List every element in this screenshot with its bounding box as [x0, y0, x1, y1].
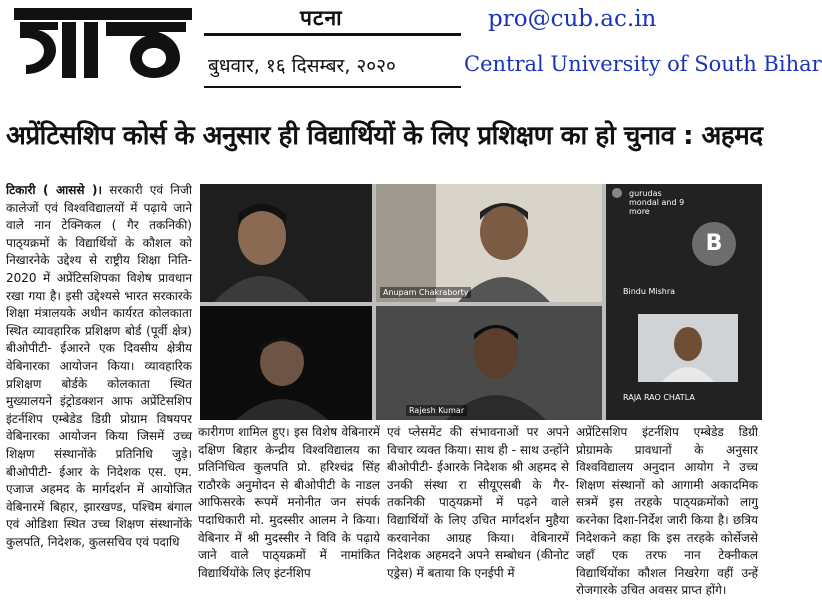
masthead-rule-lower	[204, 86, 461, 88]
article-column-1	[6, 182, 192, 602]
participant-avatar: B	[692, 222, 736, 266]
participants-panel	[606, 184, 762, 420]
edition-date: बुधवार, १६ दिसम्बर, २०२०	[208, 55, 396, 77]
participant-name: Rajesh Kumar	[406, 405, 467, 416]
video-tile	[200, 306, 372, 420]
participant-name: RAJA RAO CHATLA	[623, 393, 695, 402]
edition-city: पटना	[300, 6, 343, 30]
article-column-2: कारीगण शामिल हुए। इस विशेष वेबिनारमें दक्षिण बिहार केन्द्रीय विश्वविद्यालय का प्रतिनिधित्व कुलपति प्रो. हरिश्चंद्र सिंह राठौरके अनुमोदन से बीओपीटी के नाडल आफिसरके रूपमें मनोनीत जन संपर्क पदाधिकारी मो. मुदस्सीर आलम ने किया। वेबिनार में श्री मुदस्सीर ने विवि के पढ़ाये जाने वाले पाठ्‌यक्रमों में नामांकित विद्यार्थियोंके लिए इंटर्नशिप	[198, 425, 380, 580]
newspaper-logo	[14, 6, 192, 80]
webinar-photo	[200, 184, 762, 420]
article-dateline: टिकारी ( आससे )।	[6, 183, 103, 197]
video-tile	[200, 184, 372, 302]
participant-photo	[376, 184, 602, 302]
article-body-1: सरकारी एवं निजी कालेजों एवं विश्वविद्यालयों में पढ़ाये जाने वाले नान टेक्निकल ( गैर तकनिकी) पाठ्‌यक्रमों के विद्यार्थियों के कौशल को निखारनेके उद्देश्य से राष्ट्रीय शिक्षा निति- 2020 में अप्रेंटिसशिपका विशेष प्रावधान रखा गया है। इसी उद्देश्यसे भारत सरकारके शिक्षा मंत्रालयके अधीन कार्यरत कोलकाता स्थित व्यावहारिक प्रशिक्षण बोर्ड (पूर्वी क्षेत्र) बीओपीटी- ईआरने एक दिवसीय क्षेत्रीय वेबिनारका आयोजन किया। व्यावहारिक प्रशिक्षण बोर्डके कोलकाता स्थित मुख्यालयने इंट्रोडक्शन आफ अप्रेंटिसशिप इंटर्नशिप एम्बेडेड डिग्री प्रोग्राम विषयपर वेबिनारका आयोजन किया जिसमें उच्च शिक्षण संस्थानोंके प्रतिनिधि जुड़े। बीओपीटी- ईआर के निदेशक एस. एम. एजाज अहमद के मार्गदर्शन में आयोजित वेबिनारमें बिहार, झारखण्ड, पश्चिम बंगाल एवं ओडिशा स्थित उच्च शिक्षण संस्थानोंके कुलपति, निदेशक, कुलसचिव एवं पदाधि	[6, 183, 192, 549]
participant-photo	[200, 184, 372, 302]
source-university: Central University of South Bihar	[464, 52, 822, 76]
group-avatar-icon	[612, 188, 622, 198]
masthead-rule	[204, 33, 461, 36]
source-email: pro@cub.ac.in	[488, 6, 657, 32]
group-label: gurudas mondal and 9 more	[629, 189, 685, 216]
participant-photo	[376, 306, 602, 420]
article-column-4: अप्रेंटिसशिप इंटर्नशिप एम्बेडेड डिग्री प्रोग्रामके प्रावधानों के अनुसार विश्वविद्यालय अनुदान आयोग ने उच्च शिक्षण संस्थानों को आगामी अकादमिक सत्रमें इस तरहके पाठ्‌यक्रमोंको लागु करनेका दिशा-निर्देश जारी किया है। छत्रिय निदेशकने कहा कि इस तरहके कोर्सेजसे जहाँ एक तरफ नान टेक्नीकल विद्यार्थियोंका कौशल निखरेगा वहीं उन्हें रोजगारके उचित अवसर प्राप्त होंगे।	[576, 425, 758, 598]
participant-name: Bindu Mishra	[623, 287, 676, 296]
video-tile	[376, 184, 602, 302]
article-headline: अप्रेंटिसशिप कोर्स के अनुसार ही विद्यार्थियों के लिए प्रशिक्षण का हो चुनाव : अहमद	[6, 121, 763, 151]
participant-name: Anupam Chakraborty	[380, 287, 471, 298]
participant-photo	[200, 306, 372, 420]
participant-photo	[638, 314, 738, 382]
video-tile	[376, 306, 602, 420]
article-column-3: एवं प्लेसमेंट की संभावनाओं पर अपने विचार व्यक्त किया। साथ ही - साथ उन्होंने बीओपीटी- ईआरके निदेशक श्री अहमद से उनकी संस्था रा सीयूएसबी के गैर-तकनिकी पाठ्‌यक्रमों में पढ़ने वाले विद्यार्थियों के लिए उचित मार्गदर्शन मुहैया करवानेका आग्रह किया। वेबिनारमें निदेशक अहमदने अपने सम्बोधन (कीनोट एड्रेस) में बताया कि एनईपी में	[387, 425, 569, 580]
